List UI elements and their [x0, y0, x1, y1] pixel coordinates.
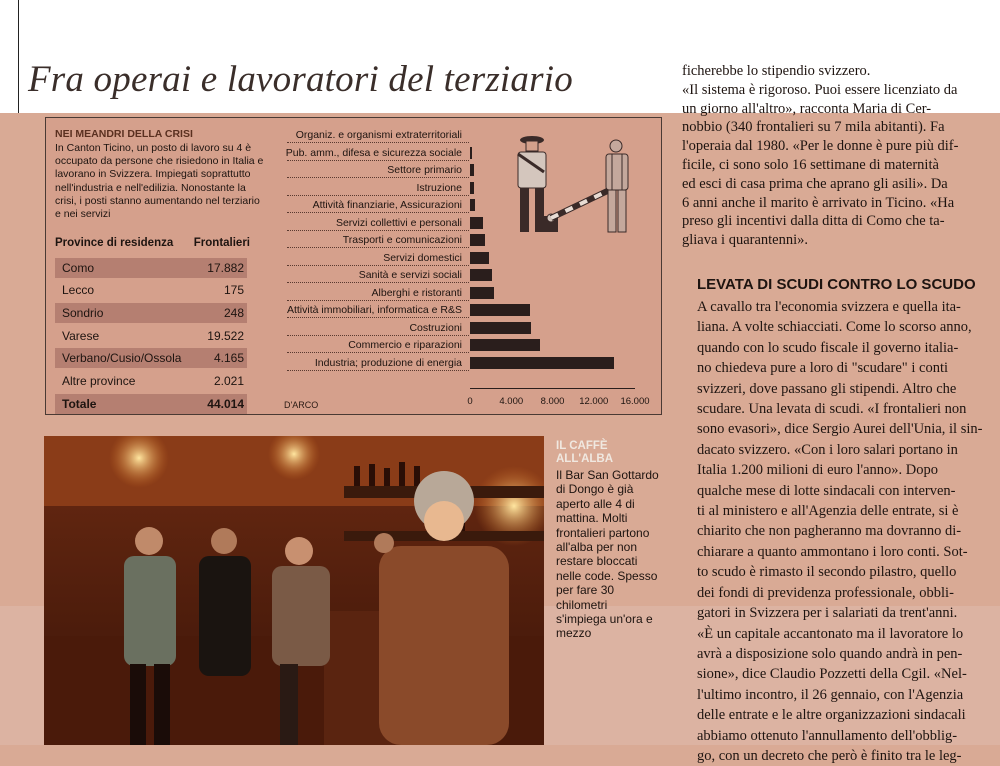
bar-row-guide [287, 282, 469, 283]
bar-category-label: Costruzioni [409, 321, 462, 334]
article-line: Italia 1.200 milioni di euro l'anno». Dopo [697, 462, 939, 479]
article-line: «Il sistema è rigoroso. Puoi essere licenziato da [682, 81, 958, 98]
article-line: go, con un decreto che però è finito tra le leg- [697, 747, 962, 764]
province-name: Verbano/Cusio/Ossola [62, 351, 182, 365]
provinces-header [55, 237, 250, 249]
bar-9 [470, 269, 492, 281]
article-line: to scudo è rimasto il secondo pilastro, quello [697, 564, 957, 581]
article-line: ficherebbe lo stipendio svizzero. [682, 63, 871, 79]
article-line: no chiedeva pure a loro di "scudare" i conti [697, 360, 948, 377]
bar-row-guide [287, 370, 469, 371]
article-line: ficile, ci sono solo 16 settimane di maternità [682, 156, 939, 173]
article-line: chiarito che non pagheranno ma dovranno di- [697, 523, 962, 540]
bar-row-guide [287, 160, 469, 161]
bar-category-label: Pub. amm., difesa e sicurezza sociale [285, 146, 462, 159]
bar-category-label: Settore primario [387, 164, 462, 176]
province-name: Como [62, 261, 95, 275]
infographic-intro: In Canton Ticino, un posto di lavoro su 4 è occupato da persone che risiedono in Italia e lavorano in Svizzera. Impiegati soprattutto nell'industria e nell'edilizia. Nonostante la crisi, i posti stanno aumentando nel terziario e nei servizi [55, 142, 264, 221]
article-line: avrà a disposizione solo quando andrà in pen- [697, 645, 963, 662]
bar-8 [470, 252, 489, 264]
bar-category-label: Attività finanziarie, Assicurazioni [312, 199, 462, 211]
province-name: Altre province [62, 374, 136, 388]
bar-4 [470, 182, 474, 194]
article-line: dacato svizzero. «Con i loro salari portano in [697, 441, 958, 458]
bar-row-guide [287, 212, 469, 213]
article-line: l'ultimo incontro, il 26 gennaio, con l'Agenzia [697, 686, 964, 703]
province-value: 44.014 [207, 397, 244, 411]
province-value: 175 [223, 283, 244, 297]
x-tick-label: 16.000 [620, 396, 650, 407]
photo-caption-kicker: IL CAFFÈ ALL'ALBA [556, 440, 614, 465]
bar-row-guide [287, 195, 469, 196]
province-name: Totale [62, 397, 97, 411]
article-line: chiarare a quanto ammontano i loro conti. Sot- [697, 543, 968, 560]
bar-category-label: Commercio e riparazioni [348, 339, 462, 351]
provinces-header-col1: Province di residenza [55, 237, 174, 249]
article-line: quando con lo scudo fiscale il governo italia- [697, 339, 959, 356]
bar-photo [44, 436, 544, 745]
article-line: sono evasori», dice Sergio Aurei dell'Unia, il sin- [697, 421, 983, 438]
article-line: svizzeri, dove passano gli stipendi. Altro che [697, 380, 957, 397]
article-line: ed esci di casa prima che aprano gli asili». Da [682, 175, 948, 192]
bar-row-guide [287, 300, 469, 301]
bar-row-guide [287, 177, 469, 178]
bar-row-guide [287, 230, 469, 231]
article-line: abbiamo ottenuto l'annullamento dell'obblig- [697, 727, 958, 744]
province-row [55, 371, 247, 391]
bar-10 [470, 287, 494, 299]
article-lead [682, 62, 992, 250]
customs-border-illustration [504, 132, 654, 237]
province-row [55, 280, 247, 300]
article-line: l'operaia dal 1980. «Per le donne è pure più dif- [682, 138, 959, 155]
article-line: nobbio (340 frontalieri su 7 mila abitanti). Fa [682, 119, 945, 136]
bar-row-guide [287, 247, 469, 248]
province-value: 4.165 [213, 351, 244, 365]
article-line: dei fondi di previdenza professionale, obbli- [697, 584, 954, 601]
bar-category-label: Attività immobiliari, informatica e R&S [286, 304, 462, 316]
province-row [55, 303, 247, 323]
bar-row-guide [287, 335, 469, 336]
infographic-box [45, 117, 662, 415]
article-line: sione», dice Claudio Pozzetti della Cgil. «Nel- [697, 666, 967, 683]
province-name: Varese [62, 329, 100, 343]
bar-14 [470, 357, 614, 369]
photo-caption-text: Il Bar San Gottardo di Dongo è già aperto alle 4 di mattina. Molti frontalieri partono all'alba per non restare bloccati nelle code. Spesso per fare 30 chilometri s'impiega un'ora e mezzo [556, 468, 659, 641]
worker-icon [606, 140, 628, 232]
article-line: 6 anni anche il marito è arrivato in Ticino. «Ha [682, 194, 955, 211]
article-line: «È un capitale accantonato ma il lavoratore lo [697, 625, 964, 642]
bar-row-guide [287, 142, 469, 143]
article-line: qualche mese di lotte sindacali con interven- [697, 482, 956, 499]
article-line: gatori in Svizzera per i salariati da trent'anni. [697, 605, 958, 622]
graphic-credit: D'ARCO [284, 400, 319, 410]
margin-rule [18, 0, 19, 113]
bar-3 [470, 164, 474, 176]
bar-row-guide [287, 265, 469, 266]
bar-category-label: Organiz. e organismi extraterritoriali [295, 129, 462, 141]
article-line: scudare. Una levata di scudi. «I frontalieri non [697, 401, 967, 418]
province-value: 248 [223, 306, 244, 320]
province-row [55, 326, 247, 346]
article-line: ti al ministero e all'Agenzia delle entrate, si è [697, 503, 959, 520]
bar-6 [470, 217, 483, 229]
article-line: delle entrate e le altre organizzazioni sindacali [697, 707, 966, 724]
bar-5 [470, 199, 475, 211]
bar-row-guide [287, 317, 469, 318]
x-tick-label: 8.000 [540, 396, 565, 407]
customs-officer-icon [518, 136, 546, 232]
bar-category-label: Servizi collettivi e personali [335, 216, 462, 229]
bar-category-label: Istruzione [416, 181, 462, 194]
infographic-kicker: NEI MEANDRI DELLA CRISI [55, 128, 193, 140]
bar-category-label: Trasporti e comunicazioni [342, 234, 462, 246]
bar-2 [470, 147, 472, 159]
article-line: gliava i quarantenni». [682, 232, 809, 249]
bar-13 [470, 339, 540, 351]
province-total-row [55, 394, 247, 414]
bar-row-guide [287, 352, 469, 353]
bar-category-label: Sanità e servizi sociali [358, 269, 462, 281]
bar-category-label: Industria; produzione di energia [314, 356, 462, 369]
x-tick-label: 0 [467, 396, 473, 407]
province-row [55, 348, 247, 368]
bar-7 [470, 234, 485, 246]
provinces-header-col2: Frontalieri [193, 237, 250, 249]
bar-category-label: Alberghi e ristoranti [371, 286, 462, 299]
province-row [55, 258, 247, 278]
article-line: un giorno all'altro», racconta Maria di Cer- [682, 100, 932, 117]
bar-12 [470, 322, 531, 334]
province-value: 2.021 [213, 374, 244, 388]
article-line: A cavallo tra l'economia svizzera e quella ita- [697, 299, 961, 315]
chart-x-axis [470, 388, 635, 389]
article-body [697, 297, 997, 766]
province-name: Lecco [62, 283, 95, 297]
bar-scene-image [44, 436, 544, 745]
headline: Fra operai e lavoratori del terziario [28, 59, 573, 100]
article-line: preso gli incentivi dalla ditta di Como che ta- [682, 213, 945, 230]
province-value: 17.882 [207, 261, 244, 275]
bar-11 [470, 304, 530, 316]
article-subheading: LEVATA DI SCUDI CONTRO LO SCUDO [697, 276, 976, 293]
article-line: liana. A volte schiacciati. Come lo scorso anno, [697, 319, 972, 336]
province-value: 19.522 [207, 329, 244, 343]
province-name: Sondrio [62, 306, 104, 320]
bar-category-label: Servizi domestici [383, 251, 462, 264]
x-tick-label: 4.000 [499, 396, 524, 407]
x-tick-label: 12.000 [579, 396, 609, 407]
